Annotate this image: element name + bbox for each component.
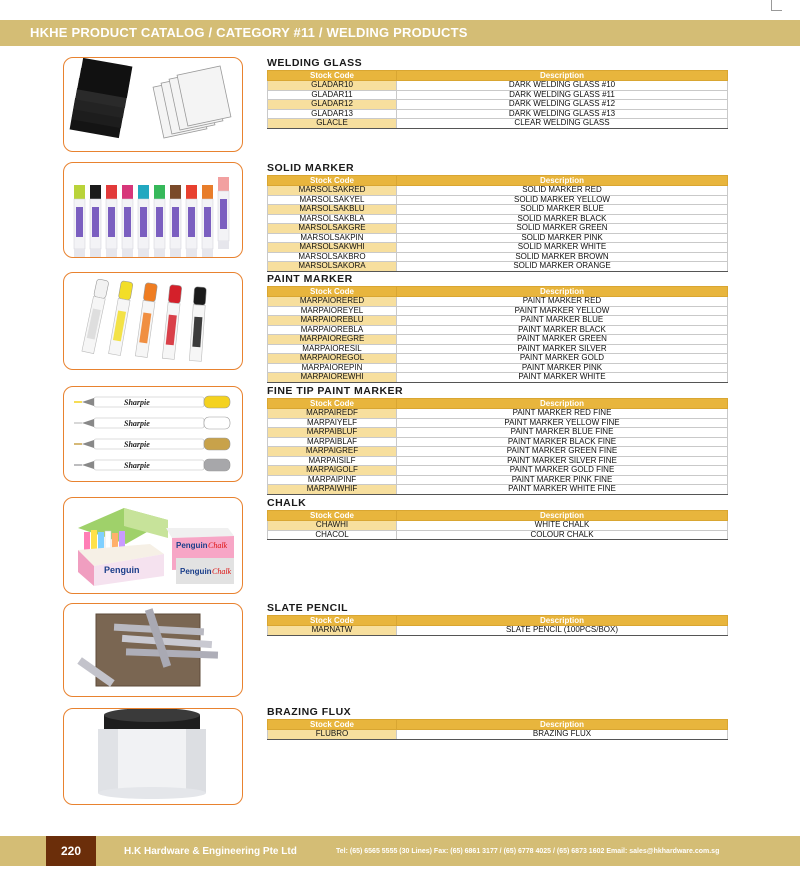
sharpie-cap [204, 459, 230, 471]
table-row [268, 325, 728, 335]
stock-code-cell: MARPAIOREYEL [268, 306, 397, 316]
stock-code-cell: GLADAR13 [268, 109, 397, 119]
paint-marker [162, 285, 182, 360]
table-row [268, 119, 728, 129]
product-table [267, 398, 728, 495]
description-cell: PAINT MARKER YELLOW [397, 306, 728, 316]
description-cell: PAINT MARKER GOLD FINE [397, 466, 728, 476]
description-cell: PAINT MARKER PINK [397, 363, 728, 373]
chalk-label-2: Chalk [212, 567, 232, 576]
marker-cap [106, 185, 117, 199]
table-row [268, 456, 728, 466]
description-cell: PAINT MARKER BLUE FINE [397, 428, 728, 438]
description-cell: PAINT MARKER BLUE [397, 316, 728, 326]
table-row [268, 109, 728, 119]
stock-code-cell: MARSOLSAKBLA [268, 214, 397, 224]
marker-label-band [172, 207, 179, 237]
stock-code-cell: MARPAIBLUF [268, 428, 397, 438]
stock-code-cell: MARPAISILF [268, 456, 397, 466]
marker-cap [154, 185, 165, 199]
marker-label-band [188, 207, 195, 237]
table-row [268, 530, 728, 540]
description-cell: CLEAR WELDING GLASS [397, 119, 728, 129]
marker-label-band [92, 207, 99, 237]
product-section [267, 497, 728, 540]
description-cell: PAINT MARKER RED [397, 297, 728, 307]
stock-code-header: Stock Code [268, 511, 397, 521]
product-section [267, 273, 728, 383]
stock-code-header: Stock Code [268, 720, 397, 730]
penguin-label: Penguin [104, 565, 140, 575]
product-section [267, 602, 728, 636]
description-cell: PAINT MARKER RED FINE [397, 409, 728, 419]
stock-code-cell: MARPAIOREPIN [268, 363, 397, 373]
description-cell: PAINT MARKER GREEN [397, 335, 728, 345]
description-cell: PAINT MARKER WHITE [397, 373, 728, 383]
description-cell: SOLID MARKER YELLOW [397, 195, 728, 205]
sharpie-cap [204, 417, 230, 429]
marker-label-band [76, 207, 83, 237]
marker-label-band [140, 207, 147, 237]
table-row [268, 306, 728, 316]
table-row [268, 437, 728, 447]
description-cell: SOLID MARKER PINK [397, 233, 728, 243]
description-cell: PAINT MARKER SILVER [397, 344, 728, 354]
welding-glass-image [63, 57, 243, 152]
slate-pencil-image [63, 603, 243, 697]
stock-code-cell: MARPAIREDF [268, 409, 397, 419]
stock-code-header: Stock Code [268, 71, 397, 81]
stock-code-cell: MARPAIBLAF [268, 437, 397, 447]
stock-code-cell: MARSOLSAKPIN [268, 233, 397, 243]
table-row [268, 373, 728, 383]
stock-code-cell: MARPAIORERED [268, 297, 397, 307]
product-section [267, 162, 728, 272]
description-cell: PAINT MARKER SILVER FINE [397, 456, 728, 466]
table-row [268, 224, 728, 234]
stock-code-cell: MARPAIOREGOL [268, 354, 397, 364]
stock-code-cell: GLADAR10 [268, 81, 397, 91]
stock-code-cell: MARSOLSAKRED [268, 186, 397, 196]
company-name: H.K Hardware & Engineering Pte Ltd [124, 846, 297, 857]
table-row [268, 485, 728, 495]
table-row [268, 418, 728, 428]
marker-label-band [108, 207, 115, 237]
table-row [268, 475, 728, 485]
product-section [267, 706, 728, 740]
paint-marker [82, 279, 109, 354]
description-header: Description [397, 71, 728, 81]
chalk-label: Chalk [208, 541, 228, 550]
description-cell: DARK WELDING GLASS #11 [397, 90, 728, 100]
table-row [268, 626, 728, 636]
marker-cap [202, 185, 213, 199]
product-table [267, 286, 728, 383]
marker-cap [74, 185, 85, 199]
page-header [0, 0, 800, 48]
marker-label-band [156, 207, 163, 237]
page-number: 220 [46, 836, 96, 866]
stock-code-cell: MARSOLSAKWHI [268, 243, 397, 253]
stock-code-cell: GLACLE [268, 119, 397, 129]
stock-code-cell: MARSOLSAKBLU [268, 205, 397, 215]
description-header: Description [397, 176, 728, 186]
table-row [268, 335, 728, 345]
stock-code-cell: CHACOL [268, 530, 397, 540]
sharpie-label: Sharpie [124, 419, 150, 428]
stock-code-cell: MARPAIORESIL [268, 344, 397, 354]
description-cell: COLOUR CHALK [397, 530, 728, 540]
stock-code-cell: MARPAIOREGRE [268, 335, 397, 345]
fine-tip-marker-image [63, 386, 243, 482]
stock-code-cell: MARNATW [268, 626, 397, 636]
stock-code-cell: MARSOLSAKGRE [268, 224, 397, 234]
table-row [268, 262, 728, 272]
stock-code-cell: GLADAR11 [268, 90, 397, 100]
product-table [267, 615, 728, 636]
stock-code-cell: MARPAIGREF [268, 447, 397, 457]
table-row [268, 100, 728, 110]
table-row [268, 354, 728, 364]
table-row [268, 428, 728, 438]
table-row [268, 195, 728, 205]
stock-code-cell: MARSOLSAKBRO [268, 252, 397, 262]
clear-glass-stack [153, 66, 231, 138]
brazing-flux-image [63, 708, 243, 805]
penguin-label-3: Penguin [180, 567, 212, 576]
penguin-label-2: Penguin [176, 541, 208, 550]
description-cell: SOLID MARKER ORANGE [397, 262, 728, 272]
paint-marker [109, 281, 134, 356]
marker-label-band [220, 199, 227, 229]
description-cell: PAINT MARKER PINK FINE [397, 475, 728, 485]
table-row [268, 81, 728, 91]
stock-code-cell: MARPAIOREWHI [268, 373, 397, 383]
description-cell: PAINT MARKER BLACK [397, 325, 728, 335]
table-row [268, 233, 728, 243]
section-title: WELDING GLASS [267, 57, 363, 69]
description-cell: SOLID MARKER RED [397, 186, 728, 196]
table-row [268, 243, 728, 253]
crop-mark [771, 0, 782, 11]
table-row [268, 214, 728, 224]
marker-cap [90, 185, 101, 199]
paint-marker [189, 287, 206, 362]
description-cell: SOLID MARKER BROWN [397, 252, 728, 262]
description-cell: SOLID MARKER BLACK [397, 214, 728, 224]
table-row [268, 730, 728, 740]
dark-glass-stack [70, 58, 133, 138]
description-header: Description [397, 616, 728, 626]
stock-code-cell: MARPAIYELF [268, 418, 397, 428]
description-cell: PAINT MARKER BLACK FINE [397, 437, 728, 447]
stock-code-cell: MARSOLSAKORA [268, 262, 397, 272]
description-cell: SOLID MARKER WHITE [397, 243, 728, 253]
chalk-image [63, 497, 243, 594]
stock-code-header: Stock Code [268, 399, 397, 409]
paint-marker [135, 283, 157, 358]
description-header: Description [397, 287, 728, 297]
product-table [267, 175, 728, 272]
stock-code-header: Stock Code [268, 287, 397, 297]
description-cell: SOLID MARKER GREEN [397, 224, 728, 234]
section-title: FINE TIP PAINT MARKER [267, 385, 404, 397]
marker-cap [122, 185, 133, 199]
description-cell: PAINT MARKER YELLOW FINE [397, 418, 728, 428]
description-cell: DARK WELDING GLASS #12 [397, 100, 728, 110]
product-table [267, 510, 728, 540]
sharpie-cap [204, 438, 230, 450]
marker-cap [186, 185, 197, 199]
solid-marker-image [63, 162, 243, 258]
section-title: SOLID MARKER [267, 162, 355, 174]
marker-cap [170, 185, 181, 199]
table-row [268, 205, 728, 215]
stock-code-cell: GLADAR12 [268, 100, 397, 110]
description-cell: DARK WELDING GLASS #13 [397, 109, 728, 119]
section-title: BRAZING FLUX [267, 706, 352, 718]
product-section [267, 385, 728, 495]
description-cell: PAINT MARKER WHITE FINE [397, 485, 728, 495]
table-row [268, 252, 728, 262]
description-cell: WHITE CHALK [397, 521, 728, 531]
description-header: Description [397, 399, 728, 409]
description-cell: PAINT MARKER GOLD [397, 354, 728, 364]
stock-code-cell: MARPAIOREBLU [268, 316, 397, 326]
table-row [268, 316, 728, 326]
description-cell: PAINT MARKER GREEN FINE [397, 447, 728, 457]
table-row [268, 90, 728, 100]
stock-code-cell: MARPAIWHIF [268, 485, 397, 495]
section-title: CHALK [267, 497, 307, 509]
sharpie-label: Sharpie [124, 461, 150, 470]
description-header: Description [397, 511, 728, 521]
sharpie-cap [204, 396, 230, 408]
header-band [0, 20, 800, 46]
table-row [268, 409, 728, 419]
paint-marker-image [63, 272, 243, 370]
marker-cap [218, 177, 229, 191]
stock-code-cell: MARPAIPINF [268, 475, 397, 485]
sharpie-label: Sharpie [124, 398, 150, 407]
description-header: Description [397, 720, 728, 730]
section-title: PAINT MARKER [267, 273, 353, 285]
table-row [268, 344, 728, 354]
table-row [268, 297, 728, 307]
stock-code-cell: FLUBRO [268, 730, 397, 740]
stock-code-cell: CHAWHI [268, 521, 397, 531]
stock-code-header: Stock Code [268, 176, 397, 186]
product-table [267, 719, 728, 740]
table-row [268, 521, 728, 531]
description-cell: SLATE PENCIL (100PCS/BOX) [397, 626, 728, 636]
stock-code-cell: MARSOLSAKYEL [268, 195, 397, 205]
marker-label-band [124, 207, 131, 237]
catalog-title: HKHE PRODUCT CATALOG / CATEGORY #11 / WELDING PRODUCTS [30, 25, 468, 40]
product-table [267, 70, 728, 129]
table-row [268, 363, 728, 373]
product-section [267, 57, 728, 129]
sharpie-label: Sharpie [124, 440, 150, 449]
table-row [268, 447, 728, 457]
stock-code-header: Stock Code [268, 616, 397, 626]
description-cell: BRAZING FLUX [397, 730, 728, 740]
stock-code-cell: MARPAIOREBLA [268, 325, 397, 335]
marker-label-band [204, 207, 211, 237]
table-row [268, 186, 728, 196]
description-cell: DARK WELDING GLASS #10 [397, 81, 728, 91]
description-cell: SOLID MARKER BLUE [397, 205, 728, 215]
section-title: SLATE PENCIL [267, 602, 349, 614]
marker-cap [138, 185, 149, 199]
table-row [268, 466, 728, 476]
stock-code-cell: MARPAIGOLF [268, 466, 397, 476]
contact-line: Tel: (65) 6565 5555 (30 Lines) Fax: (65) 6861 3177 / (65) 6778 4025 / (65) 6873 1602 Email: sales@hkhardware.com.sg [336, 848, 720, 855]
